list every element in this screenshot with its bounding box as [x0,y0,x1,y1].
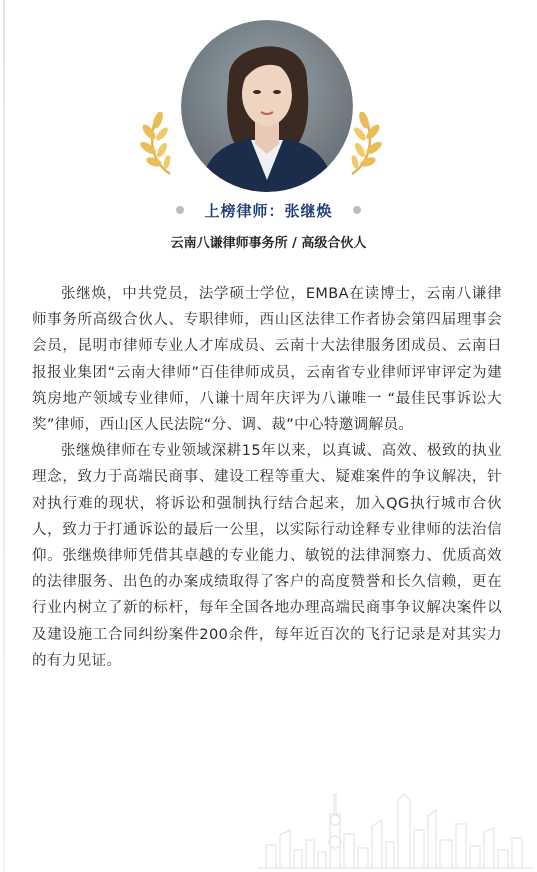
firm-position: 云南八谦律师事务所 / 高级合伙人 [170,236,367,251]
left-border-line [3,0,5,872]
bio-paragraph-2: 张继焕律师在专业领域深耕15年以来，以真诚、高效、极致的执业理念，致力于高端民商事、建设工程等重大、疑难案件的争议解决，针对执行难的现状，将诉讼和强制执行结合起来，加入QG执行城市合伙人，致力于打通诉讼的最后一公里，以实际行动诠释专业律师的法治信仰。张继焕律师凭借其卓越的专业能力、敏锐的法律洞察力、优质高效的法律服务、出色的办案成绩取得了客户的高度赞誉和长久信赖，更在行业内树立了新的标杆，每年全国各地办理高端民商事争议解决案件以及建设施工合同纠纷案件200余件，每年近百次的飞行记录是对其实力的有力见证。 [32,443,502,669]
title-prefix: 上榜律师： [204,201,285,220]
lawyer-portrait [181,20,353,192]
bio-paragraph-1: 张继焕，中共党员，法学硕士学位，EMBA在读博士，云南八谦律师事务所高级合伙人、专职律师，西山区法律工作者协会第四届理事会会员，昆明市律师专业人才库成员、云南十大法律服务团成员、云南日报报业集团“云南大律师”百佳律师成员，云南省专业律师评审评定为建筑房地产领域专业律师，八谦十周年庆评为八谦唯一 “最佳民事诉讼大奖”律师，西山区人民法院“分、调、裁”中心特邀调解员。 [32,286,502,434]
bio-text [32,281,502,674]
city-skyline-icon [258,790,533,870]
laurel-left-icon [140,112,184,176]
lawyer-title [204,200,332,221]
lawyer-title-row [0,198,537,222]
dot-right-icon [353,206,361,214]
dot-left-icon [176,206,184,214]
lawyer-name: 张继焕 [284,201,333,220]
